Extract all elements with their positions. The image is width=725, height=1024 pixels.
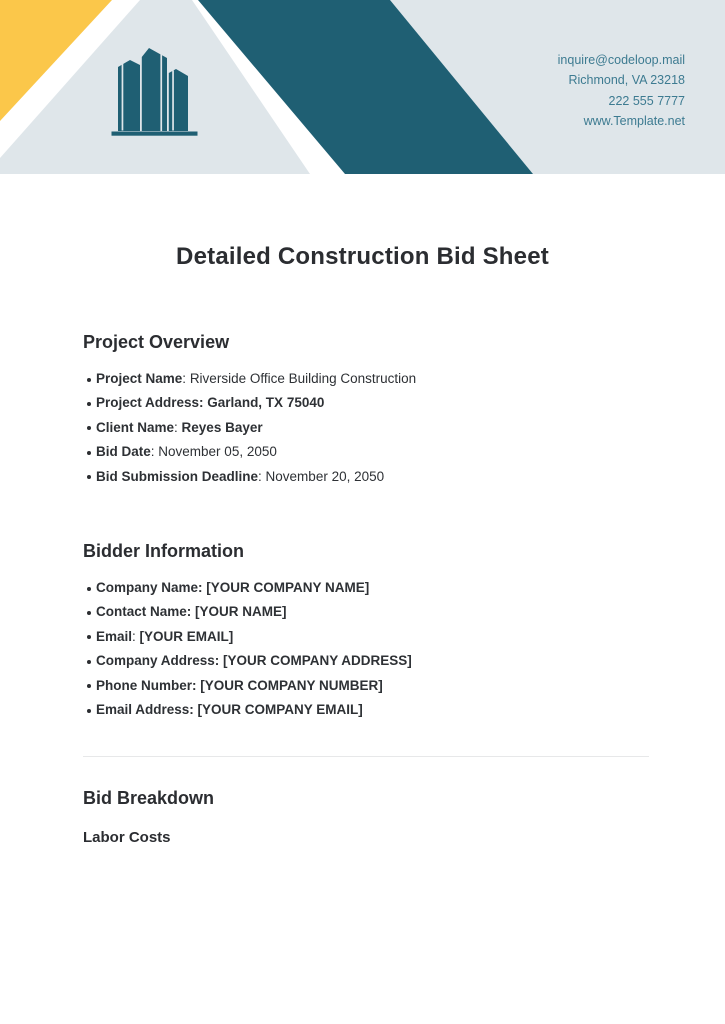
- item-label: Project Name: [96, 371, 183, 386]
- list-item: [83, 440, 416, 464]
- item-separator: :: [132, 628, 140, 644]
- item-value: Riverside Office Building Construction: [189, 371, 417, 386]
- document-header: [0, 0, 725, 174]
- item-separator: :: [174, 419, 182, 435]
- section-heading-project-overview: Project Overview: [83, 332, 230, 352]
- labor-costs-subheading: Labor Costs: [83, 829, 171, 846]
- item-separator: :: [182, 371, 190, 386]
- list-item: [83, 649, 412, 673]
- list-item: [83, 674, 412, 698]
- contact-email: inquire@codeloop.mail: [557, 53, 685, 67]
- contact-website: www.Template.net: [583, 113, 685, 128]
- item-label: Email: [96, 628, 133, 644]
- item-value: Reyes Bayer: [181, 419, 263, 435]
- item-value: November 05, 2050: [158, 444, 277, 460]
- list-item: [83, 416, 416, 440]
- section-heading-bidder-information: Bidder Information: [83, 541, 244, 561]
- item-label: Contact Name: [96, 604, 187, 620]
- item-separator: :: [150, 444, 159, 460]
- item-value: [YOUR COMPANY EMAIL]: [197, 702, 363, 718]
- item-separator: :: [214, 653, 224, 669]
- item-separator: :: [199, 395, 208, 411]
- item-value: [YOUR COMPANY NUMBER]: [200, 677, 383, 693]
- section-heading-bid-breakdown: Bid Breakdown: [83, 788, 215, 808]
- list-item: [83, 698, 412, 722]
- project-overview-list: [83, 367, 416, 489]
- list-item: [83, 391, 416, 415]
- contact-phone: 222 555 7777: [608, 93, 685, 108]
- list-item: [83, 625, 412, 649]
- item-value: [YOUR COMPANY ADDRESS]: [223, 653, 412, 669]
- item-label: Bid Submission Deadline: [96, 468, 259, 484]
- item-label: Phone Number: [96, 677, 193, 693]
- item-value: [YOUR NAME]: [195, 604, 287, 620]
- bidder-information-list: [83, 576, 412, 722]
- item-label: Email Address: [96, 702, 190, 718]
- document-title: Detailed Construction Bid Sheet: [176, 243, 549, 270]
- item-separator: :: [198, 580, 207, 595]
- item-label: Company Address: [96, 653, 215, 669]
- list-item: [83, 600, 412, 624]
- item-value: November 20, 2050: [265, 468, 385, 484]
- item-separator: :: [258, 468, 266, 484]
- list-item: [83, 576, 412, 600]
- item-separator: :: [186, 604, 196, 620]
- contact-address: Richmond, VA 23218: [568, 73, 685, 88]
- item-separator: :: [192, 677, 201, 693]
- item-label: Company Name: [96, 580, 199, 595]
- list-item: [83, 367, 416, 391]
- contact-info: [558, 50, 685, 131]
- item-value: Garland, TX 75040: [207, 395, 325, 411]
- buildings-logo-icon: [108, 38, 203, 140]
- section-divider: [83, 756, 649, 757]
- item-label: Project Address: [96, 395, 200, 411]
- item-label: Client Name: [96, 419, 175, 435]
- item-value: [YOUR COMPANY NAME]: [206, 580, 370, 595]
- item-value: [YOUR EMAIL]: [139, 628, 234, 644]
- list-item: [83, 465, 416, 489]
- item-separator: :: [189, 702, 198, 718]
- item-label: Bid Date: [96, 444, 151, 460]
